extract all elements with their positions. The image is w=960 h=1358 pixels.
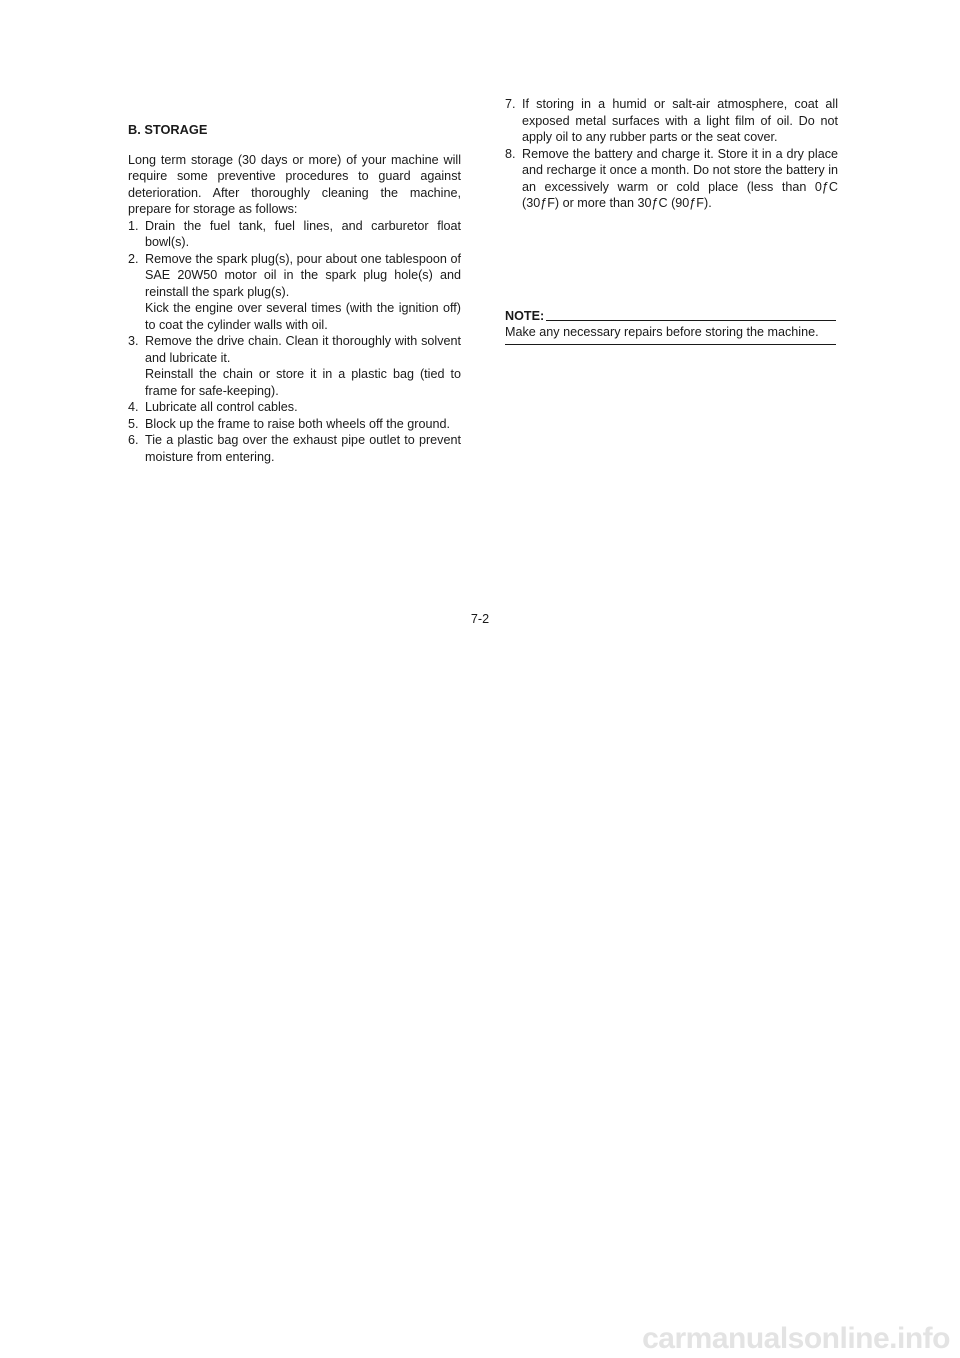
list-item-number: 5. (128, 416, 139, 431)
storage-steps-list (128, 218, 461, 466)
list-item (505, 146, 838, 212)
section-heading: B. STORAGE (128, 122, 208, 137)
list-item-text: Remove the spark plug(s), pour about one tablespoon of SAE 20W50 motor oil in the spark plug hole(s) and reinstall the spark plug(s). (145, 251, 461, 299)
list-item-number: 1. (128, 218, 139, 233)
list-item-number: 8. (505, 146, 516, 161)
note-header (505, 308, 836, 324)
watermark: carmanualsonline.info (642, 1322, 950, 1355)
right-column (505, 96, 838, 212)
list-item (128, 432, 461, 465)
list-item-text: If storing in a humid or salt-air atmosphere, coat all exposed metal surfaces with a light film of oil. Do not apply oil to any rubber parts or the seat cover. (522, 97, 838, 144)
list-item-number: 3. (128, 334, 139, 348)
intro-paragraph: Long term storage (30 days or more) of your machine will require some preventive procedures to guard against deterioration. After thoroughly cleaning the machine, prepare for storage as follows: (128, 152, 461, 216)
list-item-text: Block up the frame to raise both wheels off the ground. (145, 416, 450, 431)
storage-steps-list-continued (505, 96, 838, 212)
list-item-text: Lubricate all control cables. (145, 400, 298, 414)
list-item-text: Remove the drive chain. Clean it thoroughly with solvent and lubricate it. (145, 334, 461, 365)
left-column (128, 122, 461, 465)
list-item-number: 6. (128, 433, 139, 447)
note-box (505, 308, 836, 345)
list-item (128, 251, 461, 334)
note-text: Make any necessary repairs before storing the machine. (505, 324, 836, 345)
list-item (505, 96, 838, 146)
list-item (128, 333, 461, 399)
list-item-subtext: Kick the engine over several times (with the ignition off) to coat the cylinder walls with oil. (145, 301, 461, 332)
note-header-rule (546, 320, 836, 321)
page-number: 7-2 (470, 612, 490, 626)
list-item-number: 2. (128, 251, 139, 266)
list-item-number: 7. (505, 97, 516, 111)
list-item-text: Remove the battery and charge it. Store it in a dry place and recharge it once a month. Do not store the battery in an excessively warm or cold place (less than 0ƒC (30ƒF) or more than 30ƒC (90ƒF). (522, 146, 838, 210)
list-item-number: 4. (128, 400, 139, 414)
list-item-text: Drain the fuel tank, fuel lines, and carburetor float bowl(s). (145, 218, 461, 249)
list-item (128, 416, 461, 433)
list-item (128, 399, 461, 416)
note-label: NOTE: (505, 309, 545, 323)
list-item-subtext: Reinstall the chain or store it in a plastic bag (tied to frame for safe-keeping). (145, 367, 461, 398)
list-item-text: Tie a plastic bag over the exhaust pipe outlet to prevent moisture from entering. (145, 433, 461, 464)
list-item (128, 218, 461, 251)
